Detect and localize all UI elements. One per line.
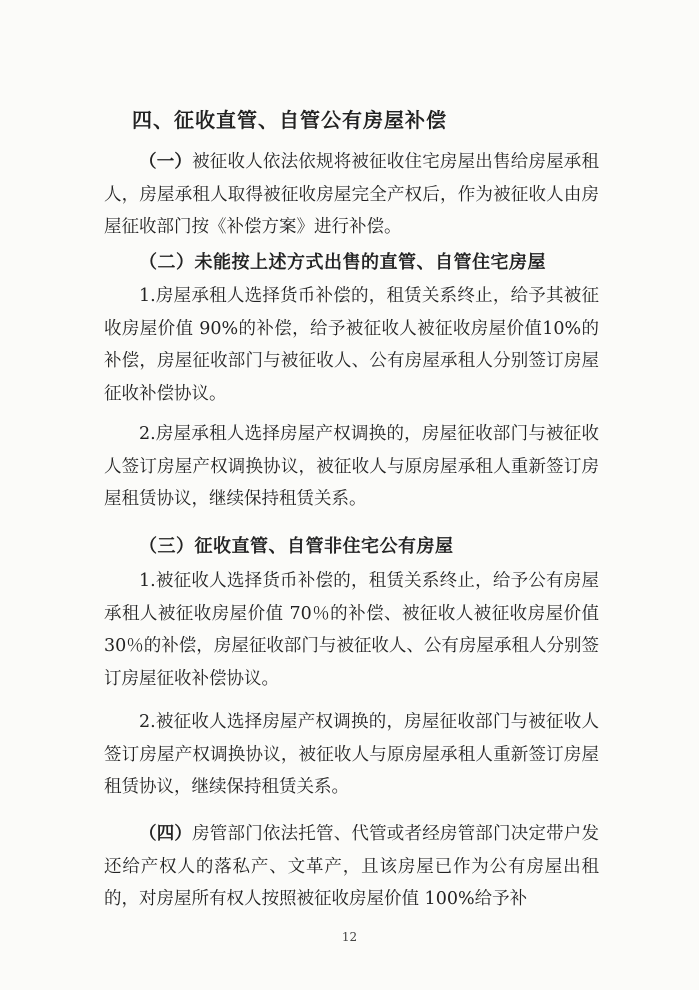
section-4-marker: （四） [139, 824, 193, 844]
subsection-3-title: （三）征收直管、自管非住宅公有房屋 [139, 536, 454, 557]
paragraph-2-item-1: 1.房屋承租人选择货币补偿的，租赁关系终止，给予其被征收房屋价值 90%的补偿，给予被征收人被征收房屋价值10%的补偿，房屋征收部门与被征收人、公有房屋承租人分别签订房屋征收补偿协议。 [104, 286, 599, 404]
section-1-text: 被征收人依法依规将被征收住宅房屋出售给房屋承租人，房屋承租人取得被征收房屋完全产权后，作为被征收人由房屋征收部门按《补偿方案》进行补偿。 [104, 152, 600, 237]
paragraph-3-item-2: 2.被征收人选择房屋产权调换的，房屋征收部门与被征收人签订房屋产权调换协议，被征收人与原房屋承租人重新签订房屋租赁协议，继续保持租赁关系。 [104, 712, 599, 797]
paragraph-2-item-2: 2.房屋承租人选择房屋产权调换的，房屋征收部门与被征收人签订房屋产权调换协议，被征收人与原房屋承租人重新签订房屋租赁协议，继续保持租赁关系。 [104, 424, 599, 509]
section-4-text: 房管部门依法托管、代管或者经房管部门决定带户发还给产权人的落私产、文革产，且该房屋已作为公有房屋出租的，对房屋所有权人按照被征收房屋价值 100%给予补 [104, 824, 600, 909]
section-1-marker: （一） [139, 152, 193, 172]
page-number: 12 [341, 930, 358, 944]
paragraph-section-1 [104, 146, 599, 244]
paragraph-3-item-1: 1.被征收人选择货币补偿的，租赁关系终止，给予公有房屋承租人被征收房屋价值 70％的补偿、被征收人被征收房屋价值 30％的补偿，房屋征收部门与被征收人、公有房屋承租人分别签订房屋征收补偿协议。 [104, 571, 599, 689]
paragraph-section-4 [104, 818, 599, 916]
subsection-2-title: （二）未能按上述方式出售的直管、自管住宅房屋 [139, 252, 546, 273]
section-heading: 四、征收直管、自管公有房屋补偿 [132, 108, 447, 132]
